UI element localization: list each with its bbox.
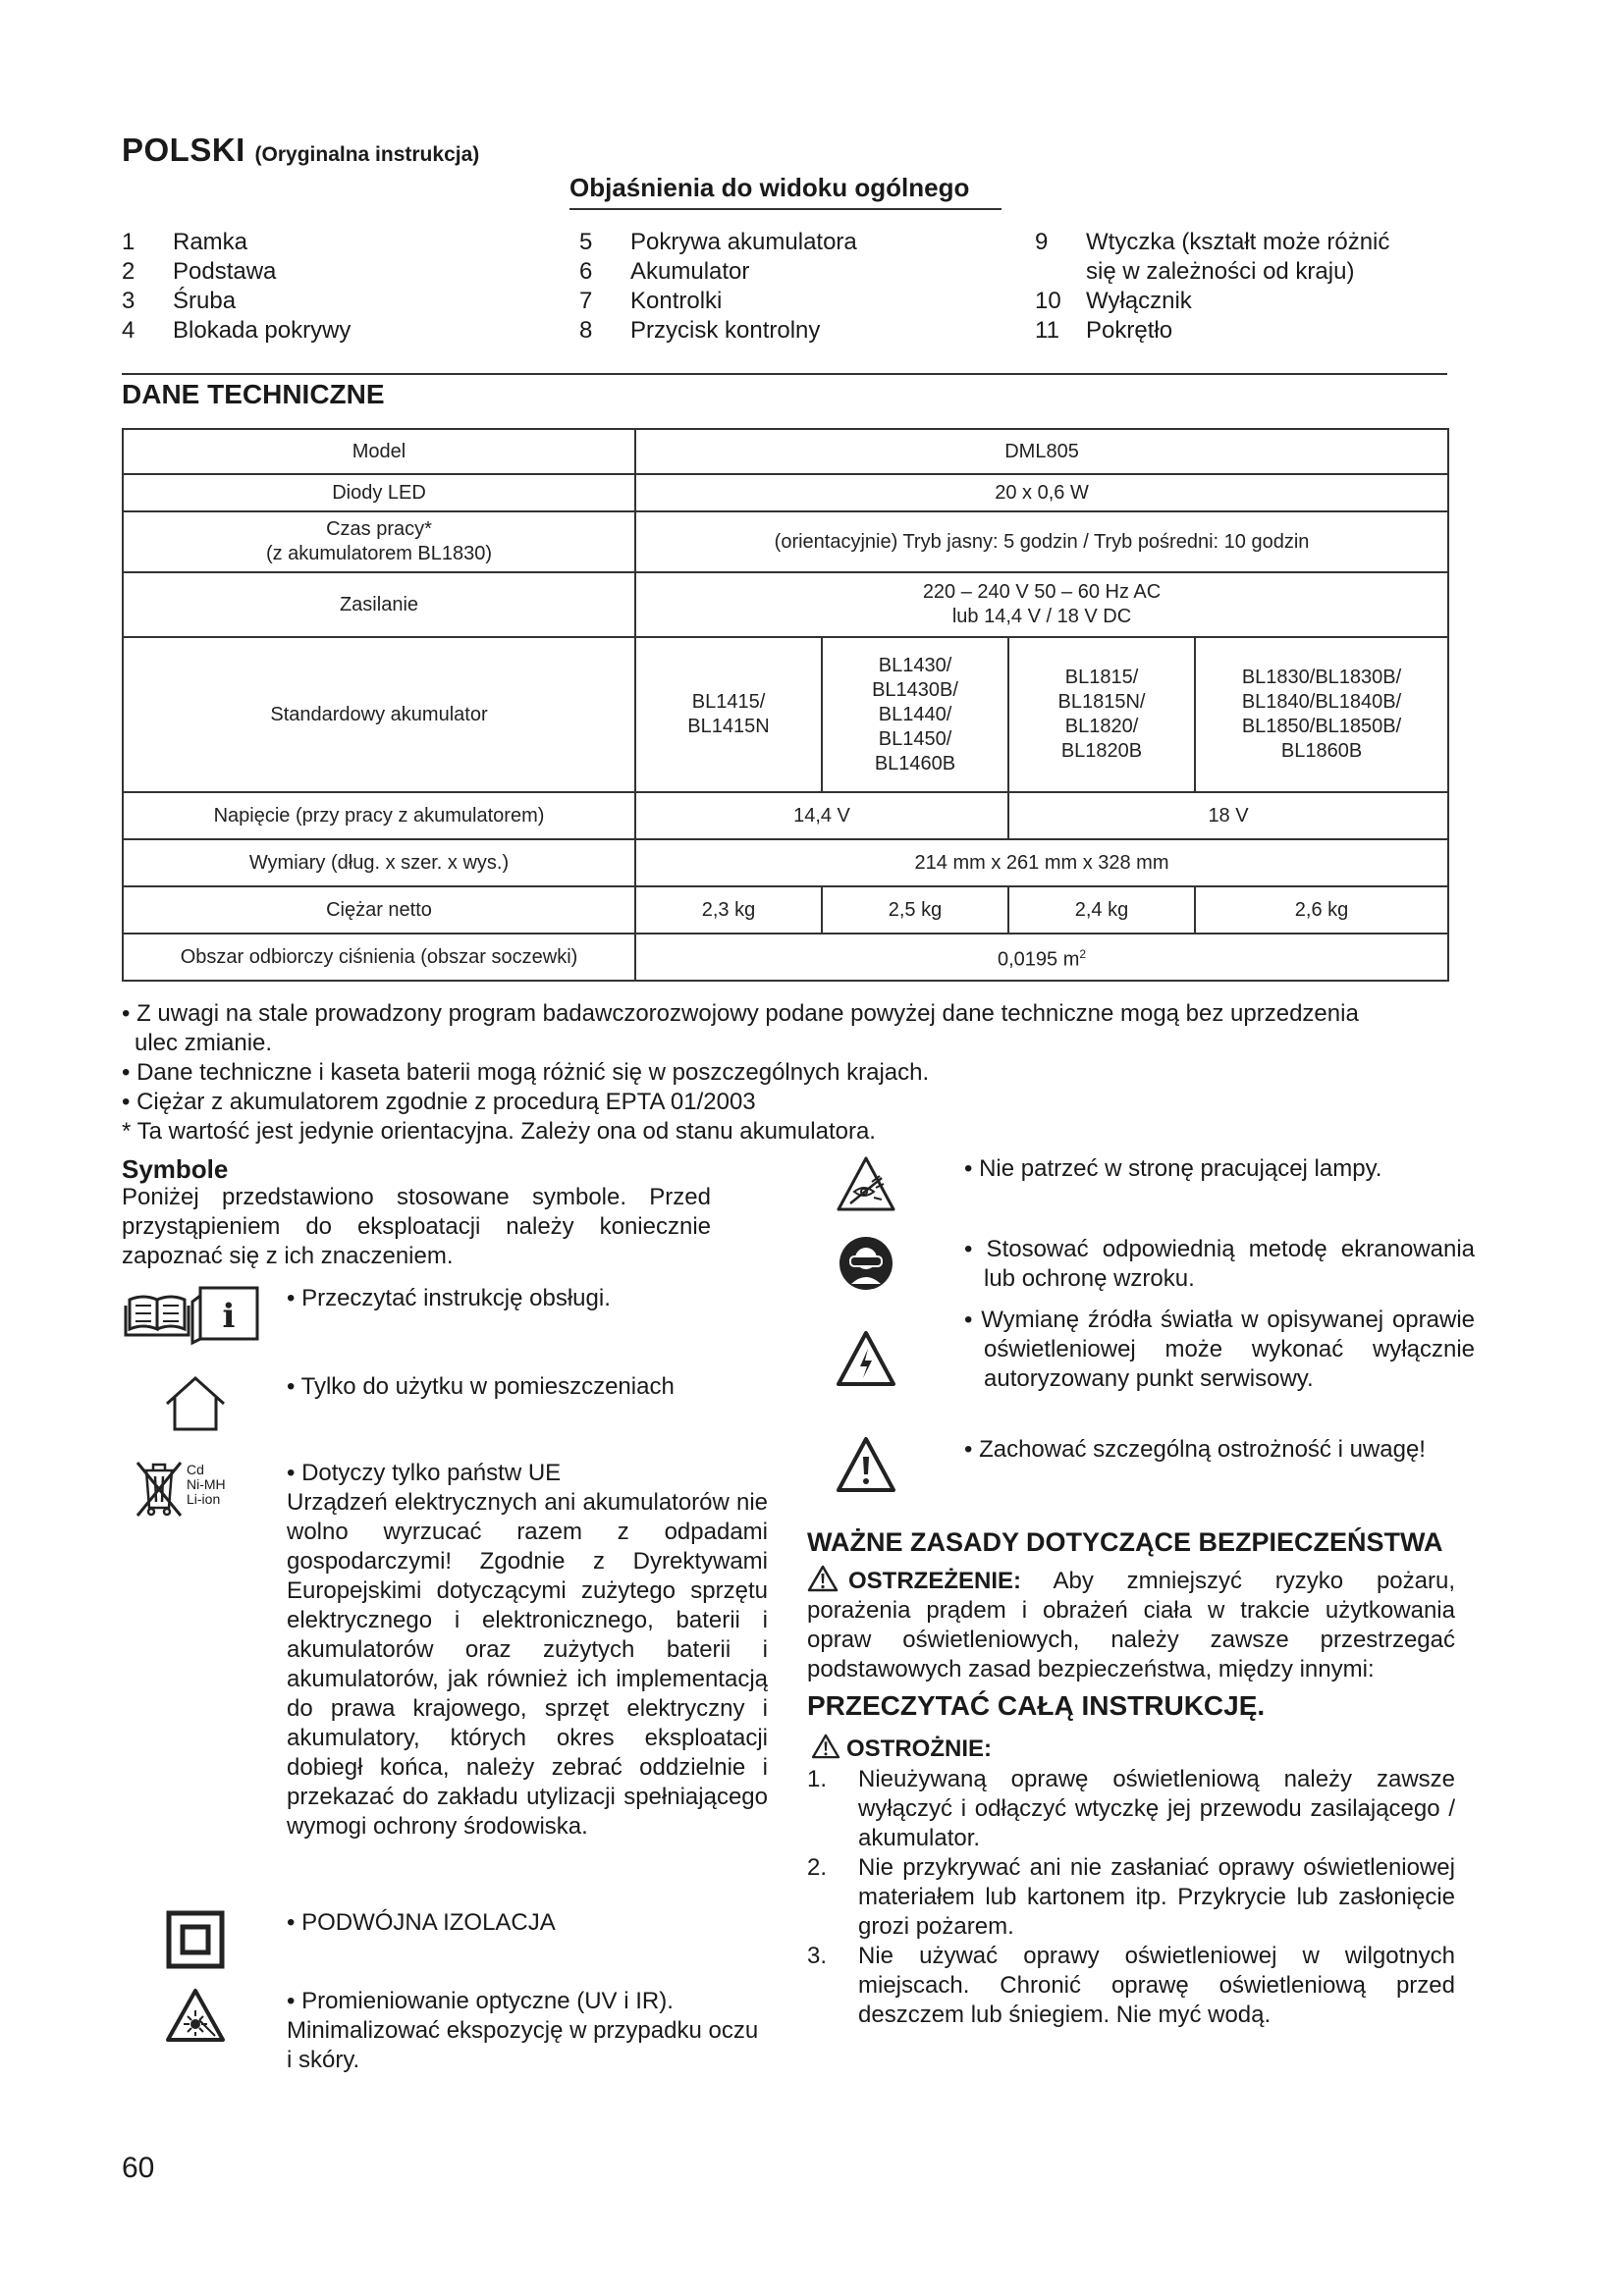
part-item (122, 228, 351, 257)
power-value-line: 220 – 240 V 50 – 60 Hz AC (922, 581, 1162, 603)
spec-table (122, 428, 1449, 982)
part-number: 6 (579, 258, 593, 285)
part-item (1035, 287, 1389, 316)
power-value-line: lub 14,4 V / 18 V DC (951, 606, 1132, 627)
part-label: Podstawa (173, 258, 277, 285)
battery-model: BL1430B/ (872, 678, 958, 701)
battery-model: BL1415N (687, 716, 770, 737)
part-number: 4 (122, 317, 135, 344)
spec-label: Napięcie (przy pracy z akumulatorem) (123, 792, 635, 839)
battery-cell (822, 637, 1008, 792)
part-label: Pokrętło (1086, 317, 1173, 344)
part-label: Ramka (173, 229, 248, 255)
battery-model: BL1440/ (878, 703, 952, 725)
spec-label: Model (123, 429, 635, 474)
battery-model: BL1820/ (1064, 716, 1139, 737)
read-manual-text: • Przeczytać instrukcję obsługi. (287, 1285, 611, 1311)
battery-model: BL1840/BL1840B/ (1241, 691, 1402, 713)
house-icon (122, 1372, 269, 1435)
caution-heading (807, 1734, 992, 1763)
parts-list-2 (579, 228, 857, 346)
caution-icon (811, 1734, 840, 1759)
battery-cell (1008, 637, 1195, 792)
indoor-text: • Tylko do użytku w pomieszczeniach (287, 1373, 675, 1400)
part-item (579, 287, 857, 316)
spec-value (635, 572, 1448, 637)
part-label: Śruba (173, 288, 237, 314)
table-row (123, 637, 1448, 792)
no-look-text: • Nie patrzeć w stronę pracującej lampy. (964, 1155, 1382, 1182)
battery-model: BL1820B (1060, 740, 1143, 762)
part-label: Pokrywa akumulatora (630, 229, 857, 255)
spec-value: (orientacyjnie) Tryb jasny: 5 godzin / Tryb pośredni: 10 godzin (635, 511, 1448, 572)
svg-text:i: i (222, 1297, 236, 1336)
replace-source-text: • Wymianę źródła światła w opisywanej oprawie oświetleniowej może wykonać wyłącznie autoryzowany punkt serwisowy. (964, 1307, 1475, 1392)
part-label: Blokada pokrywy (173, 317, 352, 344)
part-number: 8 (579, 317, 593, 344)
battery-cell (1195, 637, 1448, 792)
symbols-intro: Poniżej przedstawiono stosowane symbole. Przed przystąpieniem do eksploatacji należy koniecznie zapoznać się z ich znaczeniem. (122, 1184, 711, 1269)
warning-text: Aby zmniejszyć ryzyko pożaru, porażenia prądem i obrażeń ciała w trakcie użytkowania opraw oświetleniowych, należy zawsze przestrzegać podstawowych zasad bezpieczeństwa, między innymi: (807, 1568, 1455, 1682)
spec-value: DML805 (635, 429, 1448, 474)
weee-nimh-label: Ni-MH (187, 1476, 226, 1492)
spec-label: Obszar odbiorczy ciśnienia (obszar soczewki) (123, 934, 635, 981)
spec-label: Wymiary (dług. x szer. x wys.) (123, 839, 635, 886)
no-look-lamp-icon (807, 1154, 925, 1213)
part-number: 10 (1035, 288, 1061, 314)
table-row (123, 429, 1448, 474)
table-row (123, 934, 1448, 981)
part-item (122, 257, 351, 287)
warning-icon (807, 1435, 925, 1494)
note-line: • Dane techniczne i kaseta baterii mogą różnić się w poszczególnych krajach. (122, 1059, 930, 1086)
part-label: Wyłącznik (1086, 288, 1192, 314)
part-number: 9 (1035, 229, 1049, 255)
part-label: Kontrolki (630, 288, 723, 314)
double-insulation-icon (122, 1908, 269, 1971)
overview-title: Objaśnienia do widoku ogólnego (569, 173, 970, 202)
note-line: ulec zmianie. (135, 1030, 273, 1056)
battery-model: BL1830/BL1830B/ (1241, 667, 1402, 688)
note-line: • Z uwagi na stale prowadzony program badawczorozwojowy podane powyżej dane techniczne mogą bez uprzedzenia (122, 1000, 1359, 1027)
table-row (123, 886, 1448, 934)
warning-label: OSTRZEŻENIE: (848, 1568, 1022, 1594)
part-number: 11 (1035, 317, 1059, 344)
spec-value: 20 x 0,6 W (635, 474, 1448, 511)
table-row (123, 474, 1448, 511)
item-text: Nieużywaną oprawę oświetleniową należy zawsze wyłączyć i odłączyć wtyczkę jej przewodu zasilającego / akumulator. (858, 1766, 1455, 1851)
page-number: 60 (122, 2152, 155, 2184)
spec-value: 2,5 kg (822, 886, 1008, 934)
battery-cell (635, 637, 822, 792)
part-item (579, 228, 857, 257)
eye-protection-text: • Stosować odpowiednią metodę ekranowania lub ochronę wzroku. (964, 1236, 1475, 1292)
spec-value: 2,3 kg (635, 886, 822, 934)
table-row (123, 792, 1448, 839)
item-number: 1. (807, 1766, 828, 1792)
table-row (123, 839, 1448, 886)
weee-liion-label: Li-ion (187, 1491, 221, 1507)
general-caution-text: • Zachować szczególną ostrożność i uwagę! (964, 1436, 1426, 1463)
language-note: (Oryginalna instrukcja) (254, 143, 480, 166)
optical-radiation-icon (122, 1987, 269, 2044)
table-row (123, 511, 1448, 572)
read-manual-icon (122, 1284, 269, 1347)
warning-paragraph (807, 1565, 1455, 1684)
eu-only-text: • Dotyczy tylko państw UE (287, 1460, 562, 1486)
part-item (122, 316, 351, 346)
list-item (807, 1765, 1455, 1853)
part-label: się w zależności od kraju) (1086, 258, 1355, 285)
area-value: 0,0195 m (997, 948, 1080, 971)
area-unit-exponent: 2 (1079, 946, 1087, 961)
caution-label: OSTROŻNIE: (846, 1735, 992, 1762)
part-item (1035, 257, 1389, 287)
symbols-title: Symbole (122, 1154, 229, 1184)
item-text: Nie przykrywać ani nie zasłaniać oprawy oświetleniowej materiałem lub kartonem itp. Przykrycie lub zasłonięcie grozi pożarem. (858, 1854, 1455, 1940)
overview-underline (569, 208, 1001, 210)
part-item (1035, 228, 1389, 257)
battery-model: BL1850/BL1850B/ (1241, 716, 1402, 737)
language-title: POLSKI (122, 132, 245, 168)
battery-model: BL1450/ (878, 727, 952, 750)
spec-value: 214 mm x 261 mm x 328 mm (635, 839, 1448, 886)
battery-model: BL1815N/ (1057, 691, 1146, 713)
part-label: Akumulator (630, 258, 750, 285)
part-number: 7 (579, 288, 593, 314)
warning-icon (807, 1565, 839, 1592)
part-item (122, 287, 351, 316)
weee-bin-icon (122, 1459, 281, 1518)
battery-model: BL1460B (874, 752, 956, 774)
item-number: 2. (807, 1854, 828, 1881)
optical-radiation-text: • Promieniowanie optyczne (UV i IR). Minimalizować ekspozycję w przypadku oczu i skóry. (287, 1988, 759, 2073)
part-number: 2 (122, 258, 135, 285)
spec-value: 18 V (1008, 792, 1448, 839)
tech-notes (122, 999, 1477, 1147)
parts-list-1 (122, 228, 351, 346)
spec-label (123, 511, 635, 572)
read-all-title: PRZECZYTAĆ CAŁĄ INSTRUKCJĘ. (807, 1690, 1266, 1721)
spec-label: Ciężar netto (123, 886, 635, 934)
part-number (1035, 257, 1086, 287)
part-number: 5 (579, 229, 593, 255)
battery-model: BL1860B (1280, 740, 1363, 762)
battery-model: BL1415/ (691, 691, 766, 713)
table-row (123, 572, 1448, 637)
spec-label: Diody LED (123, 474, 635, 511)
spec-label: Standardowy akumulator (123, 637, 635, 792)
spec-label: Zasilanie (123, 572, 635, 637)
weee-battery-types (187, 1463, 226, 1518)
double-insulation-text: • PODWÓJNA IZOLACJA (287, 1909, 556, 1936)
battery-model: BL1430/ (878, 654, 952, 676)
list-item (807, 1853, 1455, 1942)
parts-list-3 (1035, 228, 1389, 346)
item-number: 3. (807, 1943, 828, 1969)
part-number: 3 (122, 288, 135, 314)
electric-hazard-icon (807, 1329, 925, 1388)
eu-disposal-text: Urządzeń elektrycznych ani akumulatorów nie wolno wyrzucać razem z odpadami gospodarczymi! Zgodnie z Dyrektywami Europejskimi dotyczącymi zużytego sprzętu elektrycznego i elektronicznego, baterii i akumulatorów oraz zużytych baterii i akumulatorów, jak również ich implementacją do prawa krajowego, sprzęt elektryczny i akumulatory, których okres eksploatacji dobiegł końca, należy zebrać oddzielnie i przekazać do zakładu utylizacji spełniającego wymogi ochrony środowiska. (287, 1489, 768, 1840)
section-language-heading (122, 132, 479, 169)
list-item (807, 1942, 1455, 2030)
weee-cd-label: Cd (187, 1462, 204, 1477)
weee-text-block (287, 1459, 768, 1842)
runtime-label-line: Czas pracy* (326, 518, 432, 540)
tech-data-title: DANE TECHNICZNE (122, 379, 385, 409)
spec-value: 2,4 kg (1008, 886, 1195, 934)
part-item (1035, 316, 1389, 346)
caution-list (807, 1765, 1455, 2030)
item-text: Nie używać oprawy oświetleniowej w wilgotnych miejscach. Chronić oprawę oświetleniową przed deszczem lub śniegiem. Nie myć wodą. (858, 1943, 1455, 2028)
spec-value (635, 934, 1448, 981)
spec-value: 14,4 V (635, 792, 1008, 839)
part-number: 1 (122, 229, 135, 255)
note-line: * Ta wartość jest jedynie orientacyjna. Zależy ona od stanu akumulatora. (122, 1118, 876, 1145)
part-label: Wtyczka (kształt może różnić (1086, 229, 1390, 255)
battery-model: BL1815/ (1064, 667, 1139, 688)
part-label: Przycisk kontrolny (630, 317, 821, 344)
runtime-label-line: (z akumulatorem BL1830) (265, 543, 493, 564)
eye-protection-icon (807, 1235, 925, 1292)
section-divider (122, 373, 1447, 375)
spec-value: 2,6 kg (1195, 886, 1448, 934)
note-line: • Ciężar z akumulatorem zgodnie z procedurą EPTA 01/2003 (122, 1089, 756, 1115)
part-item (579, 257, 857, 287)
part-item (579, 316, 857, 346)
safety-title: WAŻNE ZASADY DOTYCZĄCE BEZPIECZEŃSTWA (807, 1527, 1443, 1557)
